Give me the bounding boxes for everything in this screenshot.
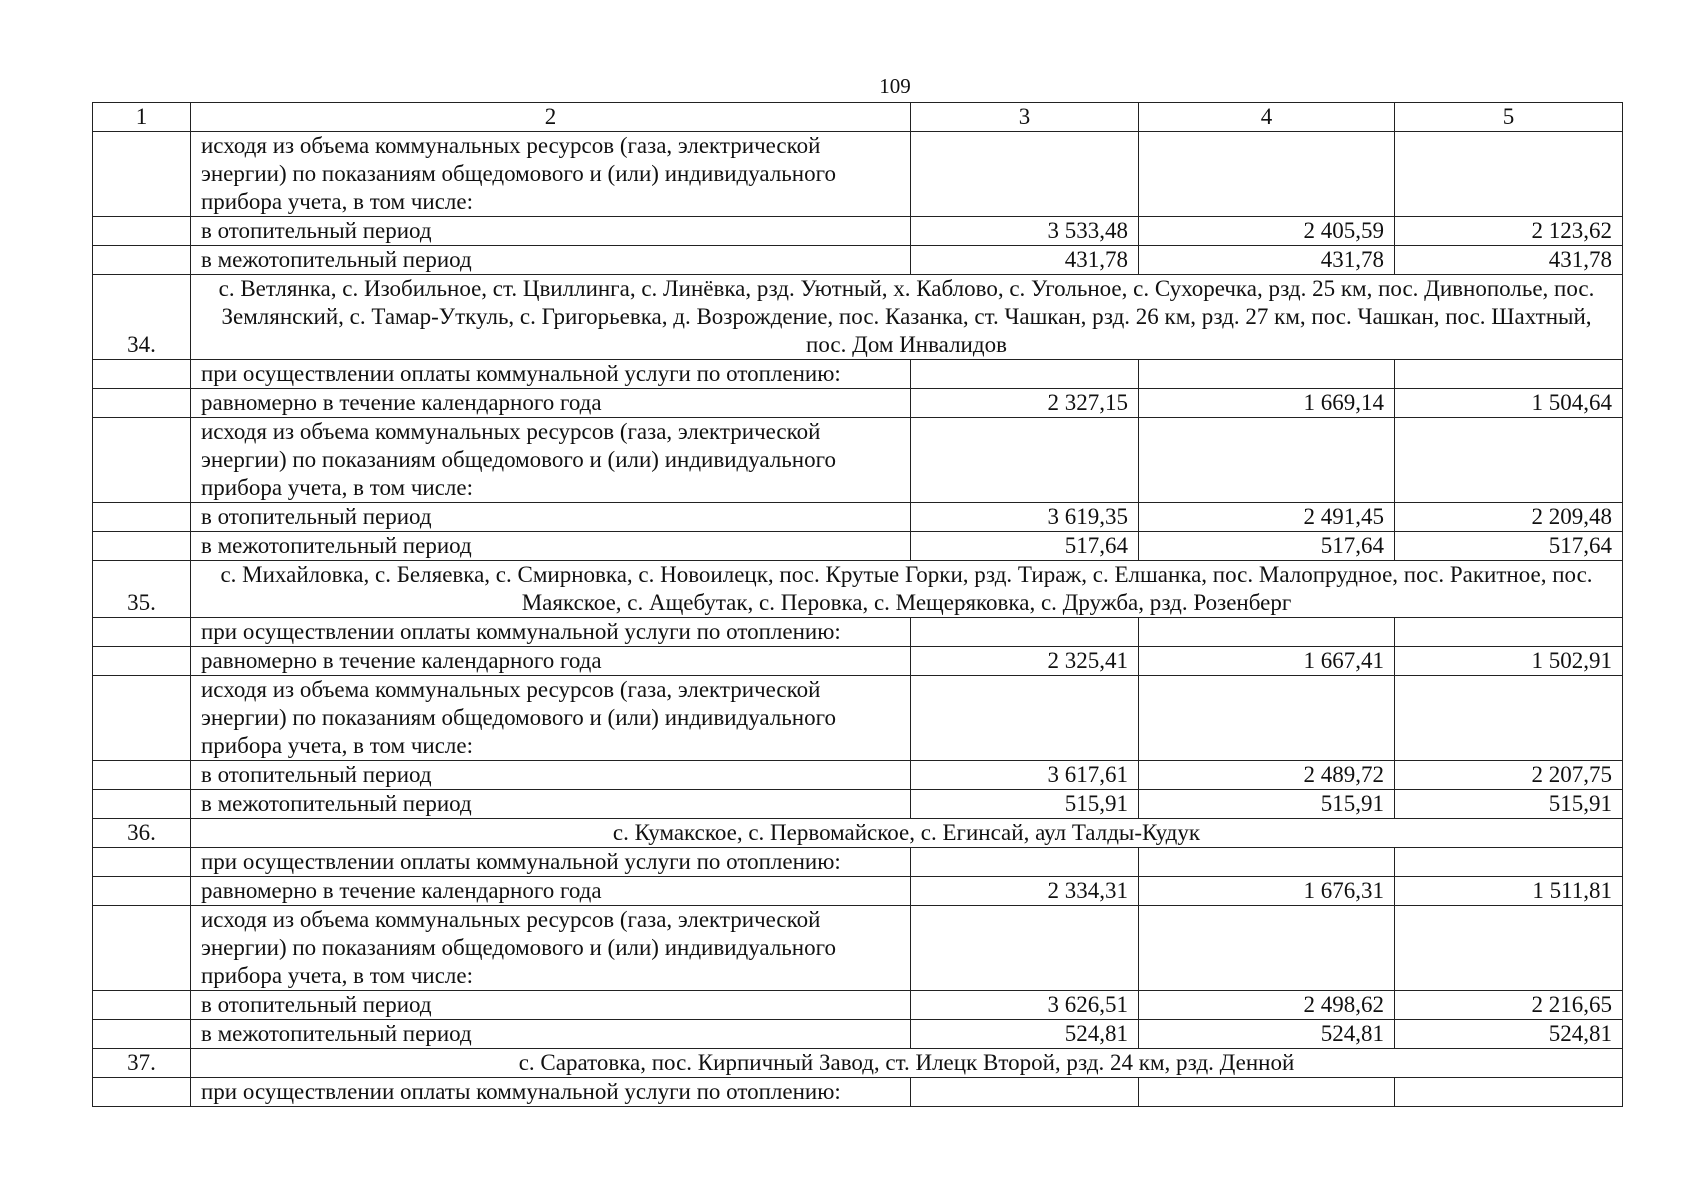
value-col-3	[911, 1078, 1139, 1107]
value-col-4: 517,64	[1139, 532, 1395, 561]
settlement-list: с. Ветлянка, с. Изобильное, ст. Цвиллинга, с. Линёвка, рзд. Уютный, х. Каблово, с. Угольное, с. Сухоречка, рзд. 25 км, пос. Дивнополье, пос. Землянский, с. Тамар-Уткуль, с. Григорьевка, д. Возрождение, пос. Казанка, ст. Чашкан, рзд. 26 км, рзд. 27 км, пос. Чашкан, пос. Шахтный, пос. Дом Инвалидов	[191, 275, 1623, 360]
value-col-3: 3 533,48	[911, 217, 1139, 246]
value-col-4	[1139, 676, 1395, 761]
header-cell: 1	[93, 103, 191, 132]
value-col-4	[1139, 1078, 1395, 1107]
row-index	[93, 132, 191, 217]
value-col-3: 2 334,31	[911, 877, 1139, 906]
value-col-4: 2 498,62	[1139, 991, 1395, 1020]
row-label: исходя из объема коммунальных ресурсов (газа, электрической энергии) по показаниям общедомового и (или) индивидуального прибора учета, в том числе:	[191, 418, 911, 503]
table-row	[93, 991, 1623, 1020]
value-col-5: 2 209,48	[1395, 503, 1623, 532]
table-row	[93, 848, 1623, 877]
value-col-3: 3 617,61	[911, 761, 1139, 790]
table-row	[93, 676, 1623, 761]
row-label: равномерно в течение календарного года	[191, 877, 911, 906]
row-label: при осуществлении оплаты коммунальной услуги по отоплению:	[191, 360, 911, 389]
value-col-5	[1395, 848, 1623, 877]
row-label: в отопительный период	[191, 991, 911, 1020]
row-index	[93, 1020, 191, 1049]
settlement-list: с. Саратовка, пос. Кирпичный Завод, ст. Илецк Второй, рзд. 24 км, рзд. Денной	[191, 1049, 1623, 1078]
value-col-3: 517,64	[911, 532, 1139, 561]
value-col-4: 1 676,31	[1139, 877, 1395, 906]
value-col-3	[911, 418, 1139, 503]
value-col-4: 524,81	[1139, 1020, 1395, 1049]
value-col-5: 1 504,64	[1395, 389, 1623, 418]
row-index	[93, 761, 191, 790]
value-col-3: 3 626,51	[911, 991, 1139, 1020]
row-index	[93, 418, 191, 503]
value-col-4	[1139, 618, 1395, 647]
value-col-5: 524,81	[1395, 1020, 1623, 1049]
table-row	[93, 790, 1623, 819]
value-col-3: 2 327,15	[911, 389, 1139, 418]
table-row	[93, 217, 1623, 246]
table-row	[93, 877, 1623, 906]
settlement-list: с. Михайловка, с. Беляевка, с. Смирновка, с. Новоилецк, пос. Крутые Горки, рзд. Тираж, с. Елшанка, пос. Малопрудное, пос. Ракитное, пос. Маякское, с. Ащебутак, с. Перовка, с. Мещеряковка, с. Дружба, рзд. Розенберг	[191, 561, 1623, 618]
value-col-5	[1395, 618, 1623, 647]
table-row	[93, 389, 1623, 418]
value-col-4: 2 405,59	[1139, 217, 1395, 246]
table-row	[93, 1020, 1623, 1049]
value-col-5	[1395, 360, 1623, 389]
value-col-3	[911, 906, 1139, 991]
table-row	[93, 503, 1623, 532]
value-col-4: 1 669,14	[1139, 389, 1395, 418]
value-col-3	[911, 360, 1139, 389]
table-row	[93, 132, 1623, 217]
table-row	[93, 360, 1623, 389]
value-col-4	[1139, 906, 1395, 991]
value-col-5: 2 123,62	[1395, 217, 1623, 246]
row-label: в отопительный период	[191, 761, 911, 790]
table-row	[93, 906, 1623, 991]
row-index	[93, 991, 191, 1020]
value-col-5: 2 216,65	[1395, 991, 1623, 1020]
value-col-4	[1139, 848, 1395, 877]
value-col-3: 524,81	[911, 1020, 1139, 1049]
value-col-3: 515,91	[911, 790, 1139, 819]
value-col-4: 2 489,72	[1139, 761, 1395, 790]
value-col-4: 431,78	[1139, 246, 1395, 275]
table-row	[93, 418, 1623, 503]
tariff-table	[92, 102, 1623, 1107]
row-index	[93, 877, 191, 906]
table-row	[93, 761, 1623, 790]
value-col-5: 431,78	[1395, 246, 1623, 275]
header-cell: 5	[1395, 103, 1623, 132]
header-cell: 2	[191, 103, 911, 132]
row-label: в межотопительный период	[191, 246, 911, 275]
value-col-3	[911, 618, 1139, 647]
row-index: 34.	[93, 275, 191, 360]
row-index	[93, 360, 191, 389]
row-label: в отопительный период	[191, 503, 911, 532]
row-index	[93, 848, 191, 877]
value-col-5: 1 511,81	[1395, 877, 1623, 906]
row-index	[93, 1078, 191, 1107]
row-label: в межотопительный период	[191, 532, 911, 561]
table-row	[93, 1078, 1623, 1107]
value-col-5: 1 502,91	[1395, 647, 1623, 676]
row-index	[93, 246, 191, 275]
value-col-3	[911, 132, 1139, 217]
value-col-5	[1395, 1078, 1623, 1107]
settlement-list: с. Кумакское, с. Первомайское, с. Егинсай, аул Талды-Кудук	[191, 819, 1623, 848]
row-label: равномерно в течение календарного года	[191, 647, 911, 676]
page-number: 109	[879, 74, 911, 98]
value-col-4	[1139, 132, 1395, 217]
value-col-5: 2 207,75	[1395, 761, 1623, 790]
row-label: в межотопительный период	[191, 1020, 911, 1049]
row-index	[93, 532, 191, 561]
settlement-group-row	[93, 275, 1623, 360]
value-col-4: 515,91	[1139, 790, 1395, 819]
row-index	[93, 676, 191, 761]
row-label: в отопительный период	[191, 217, 911, 246]
header-cell: 4	[1139, 103, 1395, 132]
row-label: исходя из объема коммунальных ресурсов (газа, электрической энергии) по показаниям общедомового и (или) индивидуального прибора учета, в том числе:	[191, 906, 911, 991]
row-index: 37.	[93, 1049, 191, 1078]
row-index	[93, 618, 191, 647]
value-col-5	[1395, 676, 1623, 761]
value-col-4: 1 667,41	[1139, 647, 1395, 676]
row-index: 35.	[93, 561, 191, 618]
value-col-4	[1139, 360, 1395, 389]
row-label: при осуществлении оплаты коммунальной услуги по отоплению:	[191, 1078, 911, 1107]
value-col-3: 2 325,41	[911, 647, 1139, 676]
value-col-4: 2 491,45	[1139, 503, 1395, 532]
table-row	[93, 246, 1623, 275]
value-col-3	[911, 848, 1139, 877]
row-label: в межотопительный период	[191, 790, 911, 819]
value-col-5	[1395, 132, 1623, 217]
value-col-3: 431,78	[911, 246, 1139, 275]
row-index	[93, 647, 191, 676]
row-label: исходя из объема коммунальных ресурсов (газа, электрической энергии) по показаниям общедомового и (или) индивидуального прибора учета, в том числе:	[191, 676, 911, 761]
value-col-4	[1139, 418, 1395, 503]
header-row	[93, 103, 1623, 132]
row-index	[93, 503, 191, 532]
row-label: равномерно в течение календарного года	[191, 389, 911, 418]
value-col-5: 515,91	[1395, 790, 1623, 819]
header-cell: 3	[911, 103, 1139, 132]
table-row	[93, 647, 1623, 676]
row-index	[93, 906, 191, 991]
row-label: при осуществлении оплаты коммунальной услуги по отоплению:	[191, 848, 911, 877]
value-col-5: 517,64	[1395, 532, 1623, 561]
table-row	[93, 618, 1623, 647]
value-col-3	[911, 676, 1139, 761]
row-label: исходя из объема коммунальных ресурсов (газа, электрической энергии) по показаниям общедомового и (или) индивидуального прибора учета, в том числе:	[191, 132, 911, 217]
settlement-group-row	[93, 1049, 1623, 1078]
row-index	[93, 790, 191, 819]
settlement-group-row	[93, 819, 1623, 848]
row-index	[93, 389, 191, 418]
table-row	[93, 532, 1623, 561]
value-col-3: 3 619,35	[911, 503, 1139, 532]
value-col-5	[1395, 418, 1623, 503]
row-index	[93, 217, 191, 246]
settlement-group-row	[93, 561, 1623, 618]
row-index: 36.	[93, 819, 191, 848]
value-col-5	[1395, 906, 1623, 991]
row-label: при осуществлении оплаты коммунальной услуги по отоплению:	[191, 618, 911, 647]
